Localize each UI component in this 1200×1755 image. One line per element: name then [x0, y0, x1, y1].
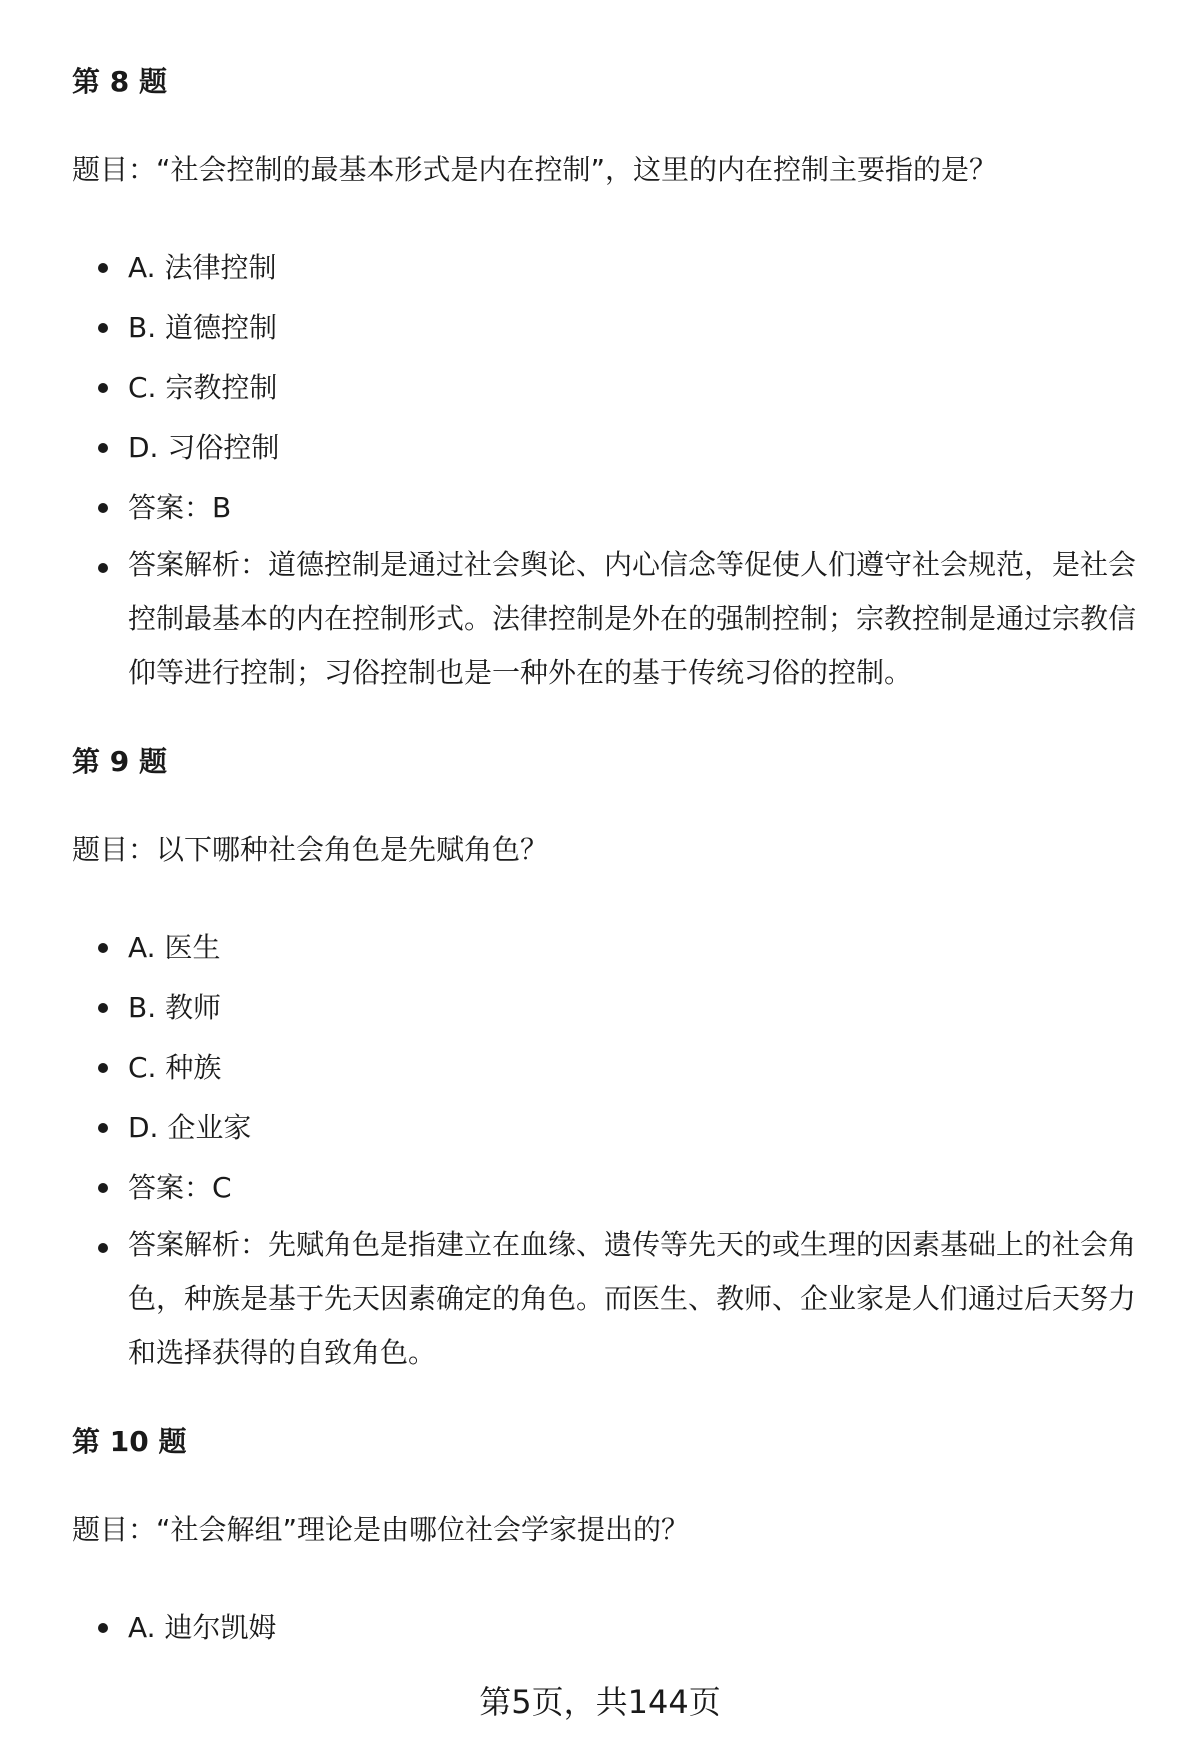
option-d: D. 企业家 [72, 1098, 1142, 1158]
page-number-footer: 第5页，共144页 [479, 1683, 721, 1721]
option-c: C. 种族 [72, 1038, 1142, 1098]
question-title: 第 10 题 [72, 1425, 187, 1458]
document-page [72, 62, 1142, 1700]
option-c: C. 宗教控制 [72, 358, 1142, 418]
question-text: 题目：“社会解组”理论是由哪位社会学家提出的？ [72, 1513, 690, 1546]
options-list [72, 918, 1142, 1380]
question-text: 题目：以下哪种社会角色是先赋角色？ [72, 833, 549, 866]
option-a: A. 法律控制 [72, 238, 1142, 298]
option-d: D. 习俗控制 [72, 418, 1142, 478]
answer: 答案：B [72, 478, 1142, 538]
option-a: A. 迪尔凯姆 [72, 1598, 1142, 1658]
answer-explanation: 答案解析：先赋角色是指建立在血缘、遗传等先天的或生理的因素基础上的社会角色，种族是基于先天因素确定的角色。而医生、教师、企业家是人们通过后天努力和选择获得的自致角色。 [72, 1218, 1142, 1380]
options-list [72, 1598, 1142, 1658]
option-a: A. 医生 [72, 918, 1142, 978]
question-title: 第 9 题 [72, 745, 167, 778]
question-block-8 [72, 62, 1142, 700]
answer: 答案：C [72, 1158, 1142, 1218]
question-text: 题目：“社会控制的最基本形式是内在控制”，这里的内在控制主要指的是？ [72, 153, 998, 186]
question-block-10 [72, 1422, 1142, 1658]
option-b: B. 教师 [72, 978, 1142, 1038]
answer-explanation: 答案解析：道德控制是通过社会舆论、内心信念等促使人们遵守社会规范，是社会控制最基本的内在控制形式。法律控制是外在的强制控制；宗教控制是通过宗教信仰等进行控制；习俗控制也是一种外在的基于传统习俗的控制。 [72, 538, 1142, 700]
question-title: 第 8 题 [72, 65, 167, 98]
options-list [72, 238, 1142, 700]
option-b: B. 道德控制 [72, 298, 1142, 358]
question-block-9 [72, 742, 1142, 1380]
